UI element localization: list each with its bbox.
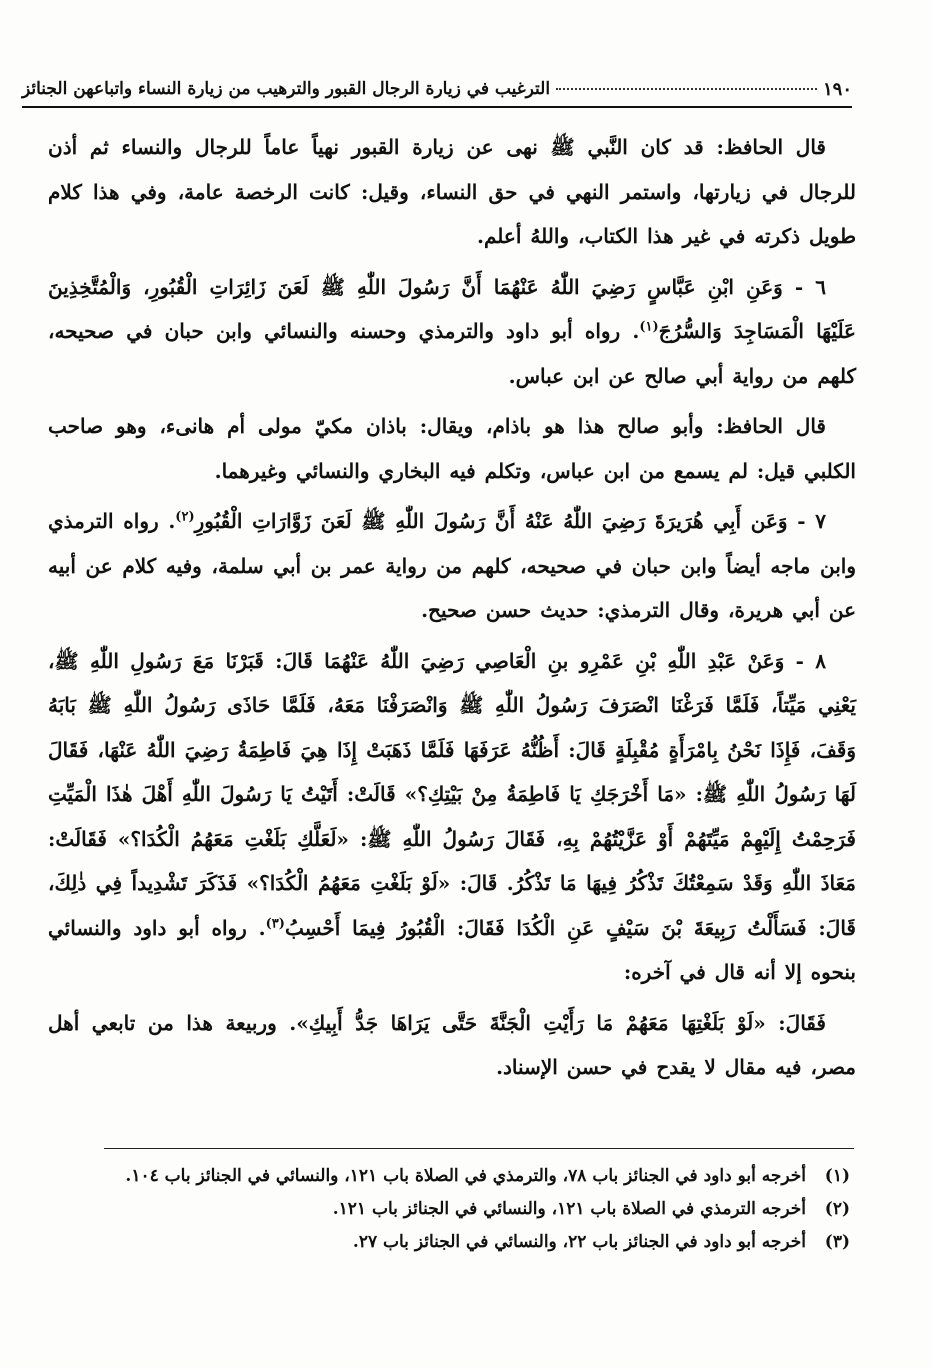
hadith-7	[48, 499, 856, 633]
page-body	[48, 125, 856, 1096]
running-header	[22, 72, 852, 108]
footnote-ref-2[interactable]: (٢)	[175, 509, 195, 525]
paragraph-hafiz-note-2: قال الحافظ: وأبو صالح هذا هو باذام، ويقال: باذان مكيّ مولى أم هانىء، وهو صاحب الكلبي قيل: لم يسمع من ابن عباس، وتكلم فيه البخاري والنسائي وغيرهما.	[48, 414, 856, 483]
footnote-3	[56, 1226, 850, 1258]
footnote-divider	[104, 1148, 854, 1149]
footnote-1	[56, 1160, 850, 1192]
hadith-8-takhrij: . رواه أبو داود والنسائي بنحوه إلا أنه قال في آخره:	[48, 915, 856, 984]
footnote-number: (٣)	[824, 1232, 850, 1252]
footnote-ref-1[interactable]: (١)	[639, 319, 659, 335]
hadith-7-takhrij: . رواه الترمذي وابن ماجه أيضاً وابن حبان في صحيحه، كلهم من رواية عمر بن أبي سلمة، وفيه كلام عن أبيه عن أبي هريرة، وقال الترمذي: حديث حسن صحيح.	[48, 509, 856, 622]
footnotes	[56, 1160, 850, 1259]
paragraph-closing: فَقَالَ: «لَوْ بَلَغْتِهَا مَعَهُمْ مَا رَأَيْتِ الْجَنَّةَ حَتَّى يَرَاهَا جَدُّ أَبِيكِ». وربيعة هذا من تابعي أهل مصر، فيه مقال لا يقدح في حسن الإسناد.	[48, 1010, 856, 1079]
hadith-8	[48, 639, 856, 995]
footnote-text: أخرجه أبو داود في الجنائز باب ٢٢، والنسائي في الجنائز باب ٢٧.	[352, 1232, 806, 1252]
footnote-text: أخرجه أبو داود في الجنائز باب ٧٨، والترمذي في الصلاة باب ١٢١، والنسائي في الجنائز باب ١٠٤.	[125, 1166, 806, 1186]
header-leader-dots	[556, 88, 817, 90]
footnote-text: أخرجه الترمذي في الصلاة باب ١٢١، والنسائي في الجنائز باب ١٢١.	[332, 1199, 806, 1219]
hadith-6-takhrij: . رواه أبو داود والترمذي وحسنه والنسائي وابن حبان في صحيحه، كلهم من رواية أبي صالح عن ابن عباس.	[48, 319, 856, 388]
paragraph-hafiz-note-1: قال الحافظ: قد كان النَّبي ﷺ نهى عن زيارة القبور نهياً عاماً للرجال والنساء ثم أذن للرجال في زيارتها، واستمر النهي في حق النساء، وقيل: كانت الرخصة عامة، وفي هذا كلام طويل ذكرته في غير هذا الكتاب، واللهُ أعلم.	[48, 135, 856, 248]
hadith-6	[48, 265, 856, 399]
page-number: ١٩٠	[822, 78, 852, 100]
hadith-8-text: ٨ - وَعَنْ عَبْدِ اللّٰهِ بْنِ عَمْرِو بنِ الْعَاصِي رَضِيَ اللّٰهُ عَنْهُمَا قَالَ: قَبَرْنَا مَعَ رَسُولِ اللّٰهِ ﷺ، يَعْنِي مَيِّتاً، فَلَمَّا فَرَغْنَا انْصَرَفَ رَسُولُ اللّٰهِ ﷺ وَانْصَرَفْنَا مَعَهُ، فَلَمَّا حَاذَى رَسُولُ اللّٰهِ ﷺ بَابَهُ وَقَفَ، فَإِذَا نَحْنُ بِامْرَأَةٍ مُقْبِلَةٍ قَالَ: أَظُنُّهُ عَرَفَهَا فَلَمَّا ذَهَبَتْ إِذَا هِيَ فَاطِمَةُ رَضِيَ اللّٰهُ عَنْهَا، فَقَالَ لَهَا رَسُولُ اللّٰهِ ﷺ: «مَا أَخْرَجَكِ يَا فَاطِمَةُ مِنْ بَيْتِكِ؟» قَالَتْ: أَتَيْتُ يَا رَسُولَ اللّٰهِ أَهْلَ هٰذَا الْمَيِّتِ فَرَحِمْتُ إِلَيْهِمْ مَيِّتَهُمْ أَوْ عَزَّيْتُهُمْ بِهِ، فَقَالَ رَسُولُ اللّٰهِ ﷺ: «لَعَلَّكِ بَلَغْتِ مَعَهُمُ الْكُدَا؟» فَقَالَتْ: مَعَاذَ اللّٰهِ وَقَدْ سَمِعْتُكَ تَذْكُرُ فِيهَا مَا تَذْكُرُ. قَالَ: «لَوْ بَلَغْتِ مَعَهُمُ الْكُدَا؟» فَذَكَرَ تَشْدِيداً فِي ذٰلِكَ، قَالَ: فَسَأَلْتُ رَبِيعَةَ بْنَ سَيْفٍ عَنِ الْكُدَا فَقَالَ: الْقُبُورُ فِيمَا أَحْسِبُ	[48, 648, 856, 940]
hadith-7-text: ٧ - وَعَن أَبِي هُرَيرَةَ رَضِيَ اللّٰهُ عَنْهُ أَنَّ رَسُولَ اللّٰهِ ﷺ لَعَنَ زَوَّارَاتِ الْقُبُورِ	[194, 509, 826, 533]
footnote-2	[56, 1193, 850, 1225]
footnote-number: (٢)	[824, 1199, 850, 1219]
footnote-ref-3[interactable]: (٣)	[265, 915, 285, 931]
hadith-6-text: ٦ - وَعَنِ ابْنِ عَبَّاسٍ رَضِيَ اللّٰهُ عَنْهُمَا أَنَّ رَسُولَ اللّٰهِ ﷺ لَعَنَ زَائِرَاتِ الْقُبُورِ، وَالْمُتَّخِذِينَ عَلَيْهَا الْمَسَاجِدَ وَالسُّرُجَ	[48, 274, 856, 343]
header-title: الترغيب في زيارة الرجال القبور والترهيب من زيارة النساء واتباعهن الجنائز	[22, 79, 551, 99]
footnote-number: (١)	[824, 1166, 850, 1186]
